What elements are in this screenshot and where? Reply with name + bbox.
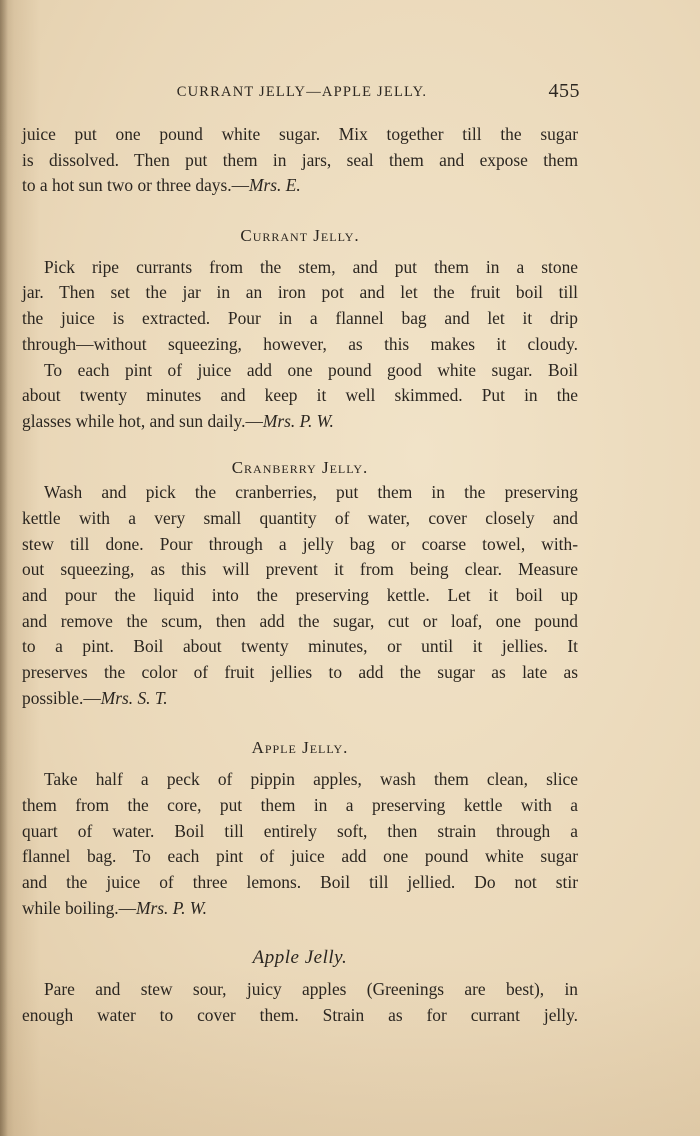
text-line-with-attribution — [22, 409, 578, 435]
text-line: about twenty minutes and keep it well skimmed. Put in the — [22, 385, 578, 406]
recipe-heading: Apple Jelly. — [252, 947, 348, 969]
text-line: flannel bag. To each pint of juice add one pound white sugar — [22, 846, 578, 867]
text-line-with-attribution — [22, 173, 578, 199]
recipe-heading: Apple Jelly. — [251, 738, 349, 758]
text-line: out squeezing, as this will prevent it from being clear. Measure — [22, 559, 578, 580]
text-line: to a hot sun two or three days.— — [22, 175, 250, 196]
recipe-continuation — [22, 122, 578, 199]
text-line: to a pint. Boil about twenty minutes, or until it jellies. It — [22, 636, 578, 657]
text-line: preserves the color of fruit jellies to add the sugar as late as — [22, 662, 578, 683]
text-line: stew till done. Pour through a jelly bag or coarse towel, with- — [22, 533, 578, 554]
text-line: while boiling.— — [22, 897, 136, 918]
recipe-currant-jelly — [22, 223, 578, 435]
text-line: Wash and pick the cranberries, put them in the preserving — [44, 482, 578, 503]
recipe-heading: Currant Jelly. — [240, 226, 360, 246]
page-number: 455 — [548, 80, 580, 102]
text-line: To each pint of juice add one pound good white sugar. Boil — [44, 359, 578, 380]
text-line: possible.— — [22, 687, 101, 708]
text-line: glasses while hot, and sun daily.— — [22, 410, 263, 431]
recipe-attribution: Mrs. S. T. — [100, 687, 168, 708]
text-line: Take half a peck of pippin apples, wash them clean, slice — [44, 769, 578, 790]
text-line: jar. Then set the jar in an iron pot and let the fruit boil till — [22, 282, 578, 303]
text-line: Pare and stew sour, juicy apples (Greenings are best), in — [44, 978, 578, 999]
text-line: and the juice of three lemons. Boil till jellied. Do not stir — [22, 871, 578, 892]
text-line: and pour the liquid into the preserving kettle. Let it boil up — [22, 585, 578, 605]
running-head — [24, 80, 580, 106]
recipe-cranberry-jelly — [22, 455, 578, 712]
text-line: enough water to cover them. Strain as for currant jelly. — [22, 1004, 578, 1025]
text-line: through—without squeezing, however, as this makes it cloudy. — [22, 333, 578, 354]
page-body — [22, 122, 578, 1028]
recipe-attribution: Mrs. E. — [249, 175, 301, 196]
text-line: quart of water. Boil till entirely soft, then strain through a — [22, 820, 578, 841]
text-line: and remove the scum, then add the sugar, cut or loaf, one pound — [22, 610, 578, 631]
recipe-apple-jelly — [22, 735, 578, 921]
recipe-apple-jelly-alt — [22, 945, 578, 1028]
text-line: them from the core, put them in a preserving kettle with a — [22, 794, 578, 815]
text-line-with-attribution — [22, 686, 578, 712]
text-line: Pick ripe currants from the stem, and put them in a stone — [44, 256, 578, 277]
text-line: juice put one pound white sugar. Mix together till the sugar — [22, 124, 578, 144]
text-line: is dissolved. Then put them in jars, seal them and expose them — [22, 149, 578, 170]
text-line: kettle with a very small quantity of water, cover closely and — [22, 507, 578, 528]
text-line: the juice is extracted. Pour in a flannel bag and let it drip — [22, 308, 578, 329]
recipe-attribution: Mrs. P. W. — [136, 897, 208, 918]
binding-shadow — [0, 0, 8, 1136]
recipe-attribution: Mrs. P. W. — [262, 410, 334, 431]
recipe-heading: Cranberry Jelly. — [231, 457, 369, 477]
running-title: CURRANT JELLY—APPLE JELLY. — [176, 84, 428, 100]
text-line-with-attribution — [22, 896, 578, 922]
